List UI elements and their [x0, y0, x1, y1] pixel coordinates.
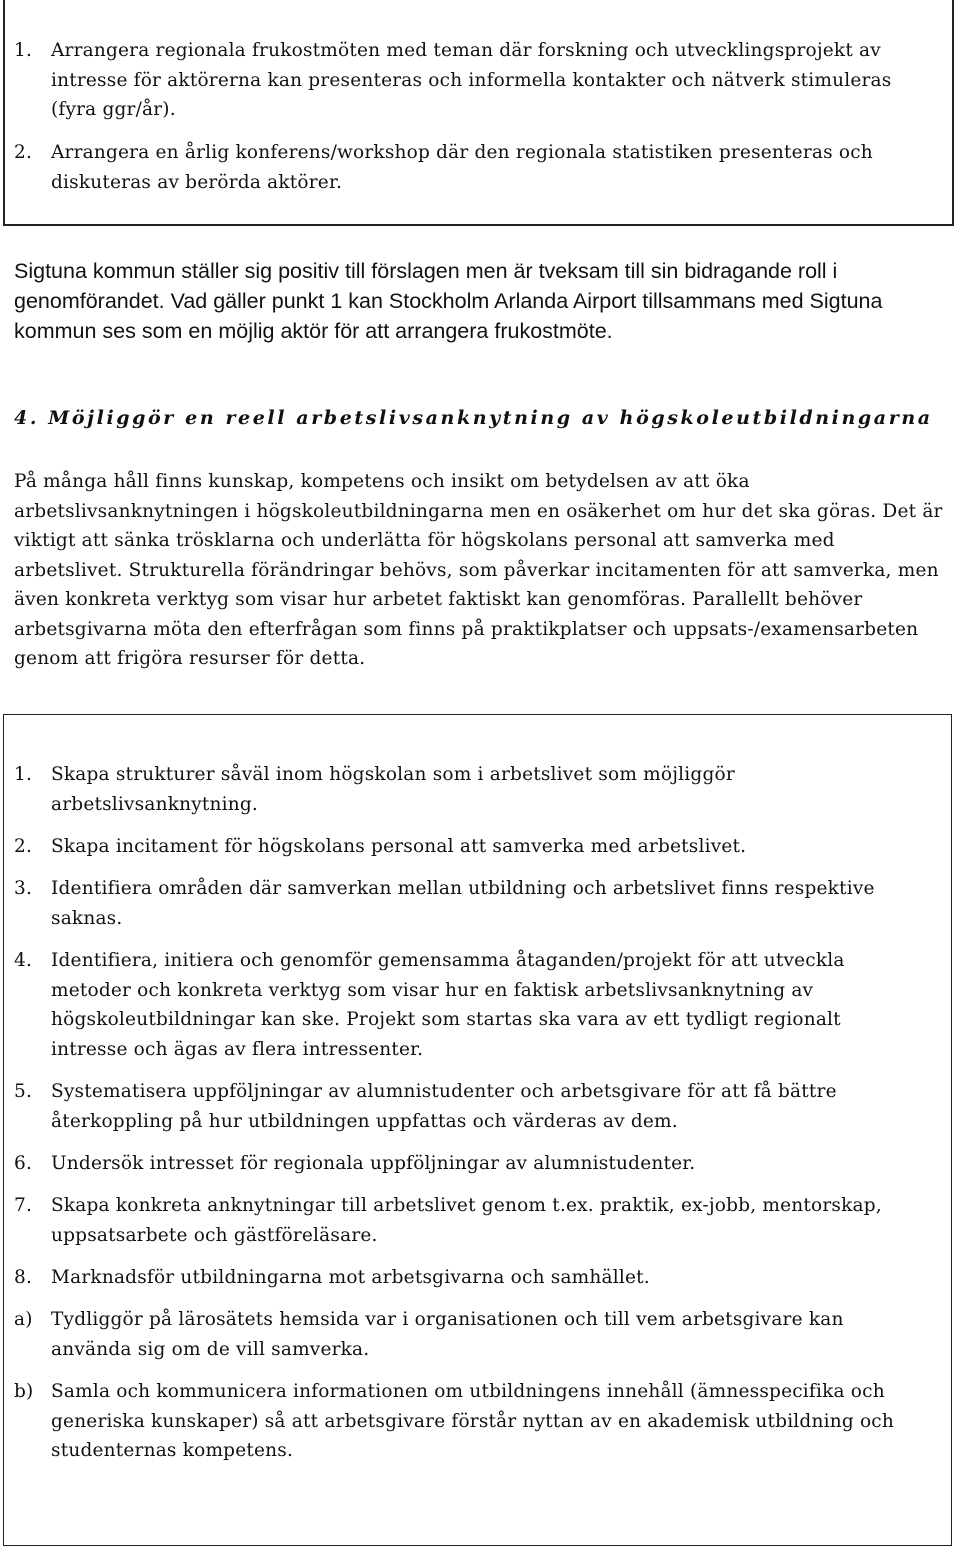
list-number: 5.	[14, 1081, 33, 1102]
sigtuna-comment-paragraph: Sigtuna kommun ställer sig positiv till förslagen men är tveksam till sin bidragande roll i genomförandet. Vad gäller punkt 1 kan Stockholm Arlanda Airport tillsammans med Sigtuna kommun ses som en möjlig aktör för att arrangera frukostmöte.	[14, 259, 883, 343]
list-number: 1.	[14, 764, 33, 785]
list-text: Marknadsför utbildningarna mot arbetsgivarna och samhället.	[51, 1267, 650, 1288]
list-number: a)	[14, 1309, 33, 1330]
list-number: 2.	[14, 142, 33, 163]
list-number: 8.	[14, 1267, 33, 1288]
list-number: 2.	[14, 836, 33, 857]
list-text: Samla och kommunicera informationen om utbildningens innehåll (ämnesspecifika och generiska kunskaper) så att arbetsgivare förstår nyttan av en akademisk utbildning och studenternas kompetens.	[51, 1381, 894, 1461]
list-number: 6.	[14, 1153, 33, 1174]
list-text: Arrangera en årlig konferens/workshop där den regionala statistiken presenteras och diskuteras av berörda aktörer.	[51, 142, 873, 193]
list-number: 1.	[14, 40, 33, 61]
list-number: 3.	[14, 878, 33, 899]
list-text: Undersök intresset för regionala uppföljningar av alumnistudenter.	[51, 1153, 696, 1174]
list-text: Systematisera uppföljningar av alumnistudenter och arbetsgivare för att få bättre återkoppling på hur utbildningen uppfattas och värderas av dem.	[51, 1081, 837, 1132]
list-number: b)	[14, 1381, 34, 1402]
list-text: Skapa strukturer såväl inom högskolan som i arbetslivet som möjliggör arbetslivsanknytning.	[51, 764, 735, 815]
section-heading: 4. Möjliggör en reell arbetslivsanknytning av högskoleutbildningarna	[14, 407, 933, 429]
list-text: Tydliggör på lärosätets hemsida var i organisationen och till vem arbetsgivare kan använda sig om de vill samverka.	[51, 1309, 844, 1360]
list-number: 4.	[14, 950, 33, 971]
list-text: Identifiera områden där samverkan mellan utbildning och arbetslivet finns respektive saknas.	[51, 878, 875, 929]
list-text: Skapa incitament för högskolans personal att samverka med arbetslivet.	[51, 836, 747, 857]
list-text: Arrangera regionala frukostmöten med teman där forskning och utvecklingsprojekt av intresse för aktörerna kan presenteras och informella kontakter och nätverk stimuleras (fyra ggr/år).	[51, 40, 892, 120]
list-number: 7.	[14, 1195, 33, 1216]
body-paragraph: På många håll finns kunskap, kompetens och insikt om betydelsen av att öka arbetslivsanknytningen i högskoleutbildningarna men en osäkerhet om hur det ska göras. Det är viktigt att sänka trösklarna och underlätta för högskolans personal att samverka med arbetslivet. Strukturella förändringar behövs, som påverkar incitamenten för att samverka, men även konkreta verktyg som visar hur arbetet faktiskt kan genomföras. Parallellt behöver arbetsgivarna möta den efterfrågan som finns på praktikplatser och uppsats-/examensarbeten genom att frigöra resurser för detta.	[14, 471, 943, 669]
list-text: Identifiera, initiera och genomför gemensamma åtaganden/projekt för att utveckla metoder och konkreta verktyg som visar hur en faktisk arbetslivsanknytning av högskoleutbildningar kan ske. Projekt som startas ska vara av ett tydligt regionalt intresse och ägas av flera intressenter.	[51, 950, 845, 1060]
list-text: Skapa konkreta anknytningar till arbetslivet genom t.ex. praktik, ex-jobb, mentorskap, uppsatsarbete och gästföreläsare.	[51, 1195, 882, 1246]
